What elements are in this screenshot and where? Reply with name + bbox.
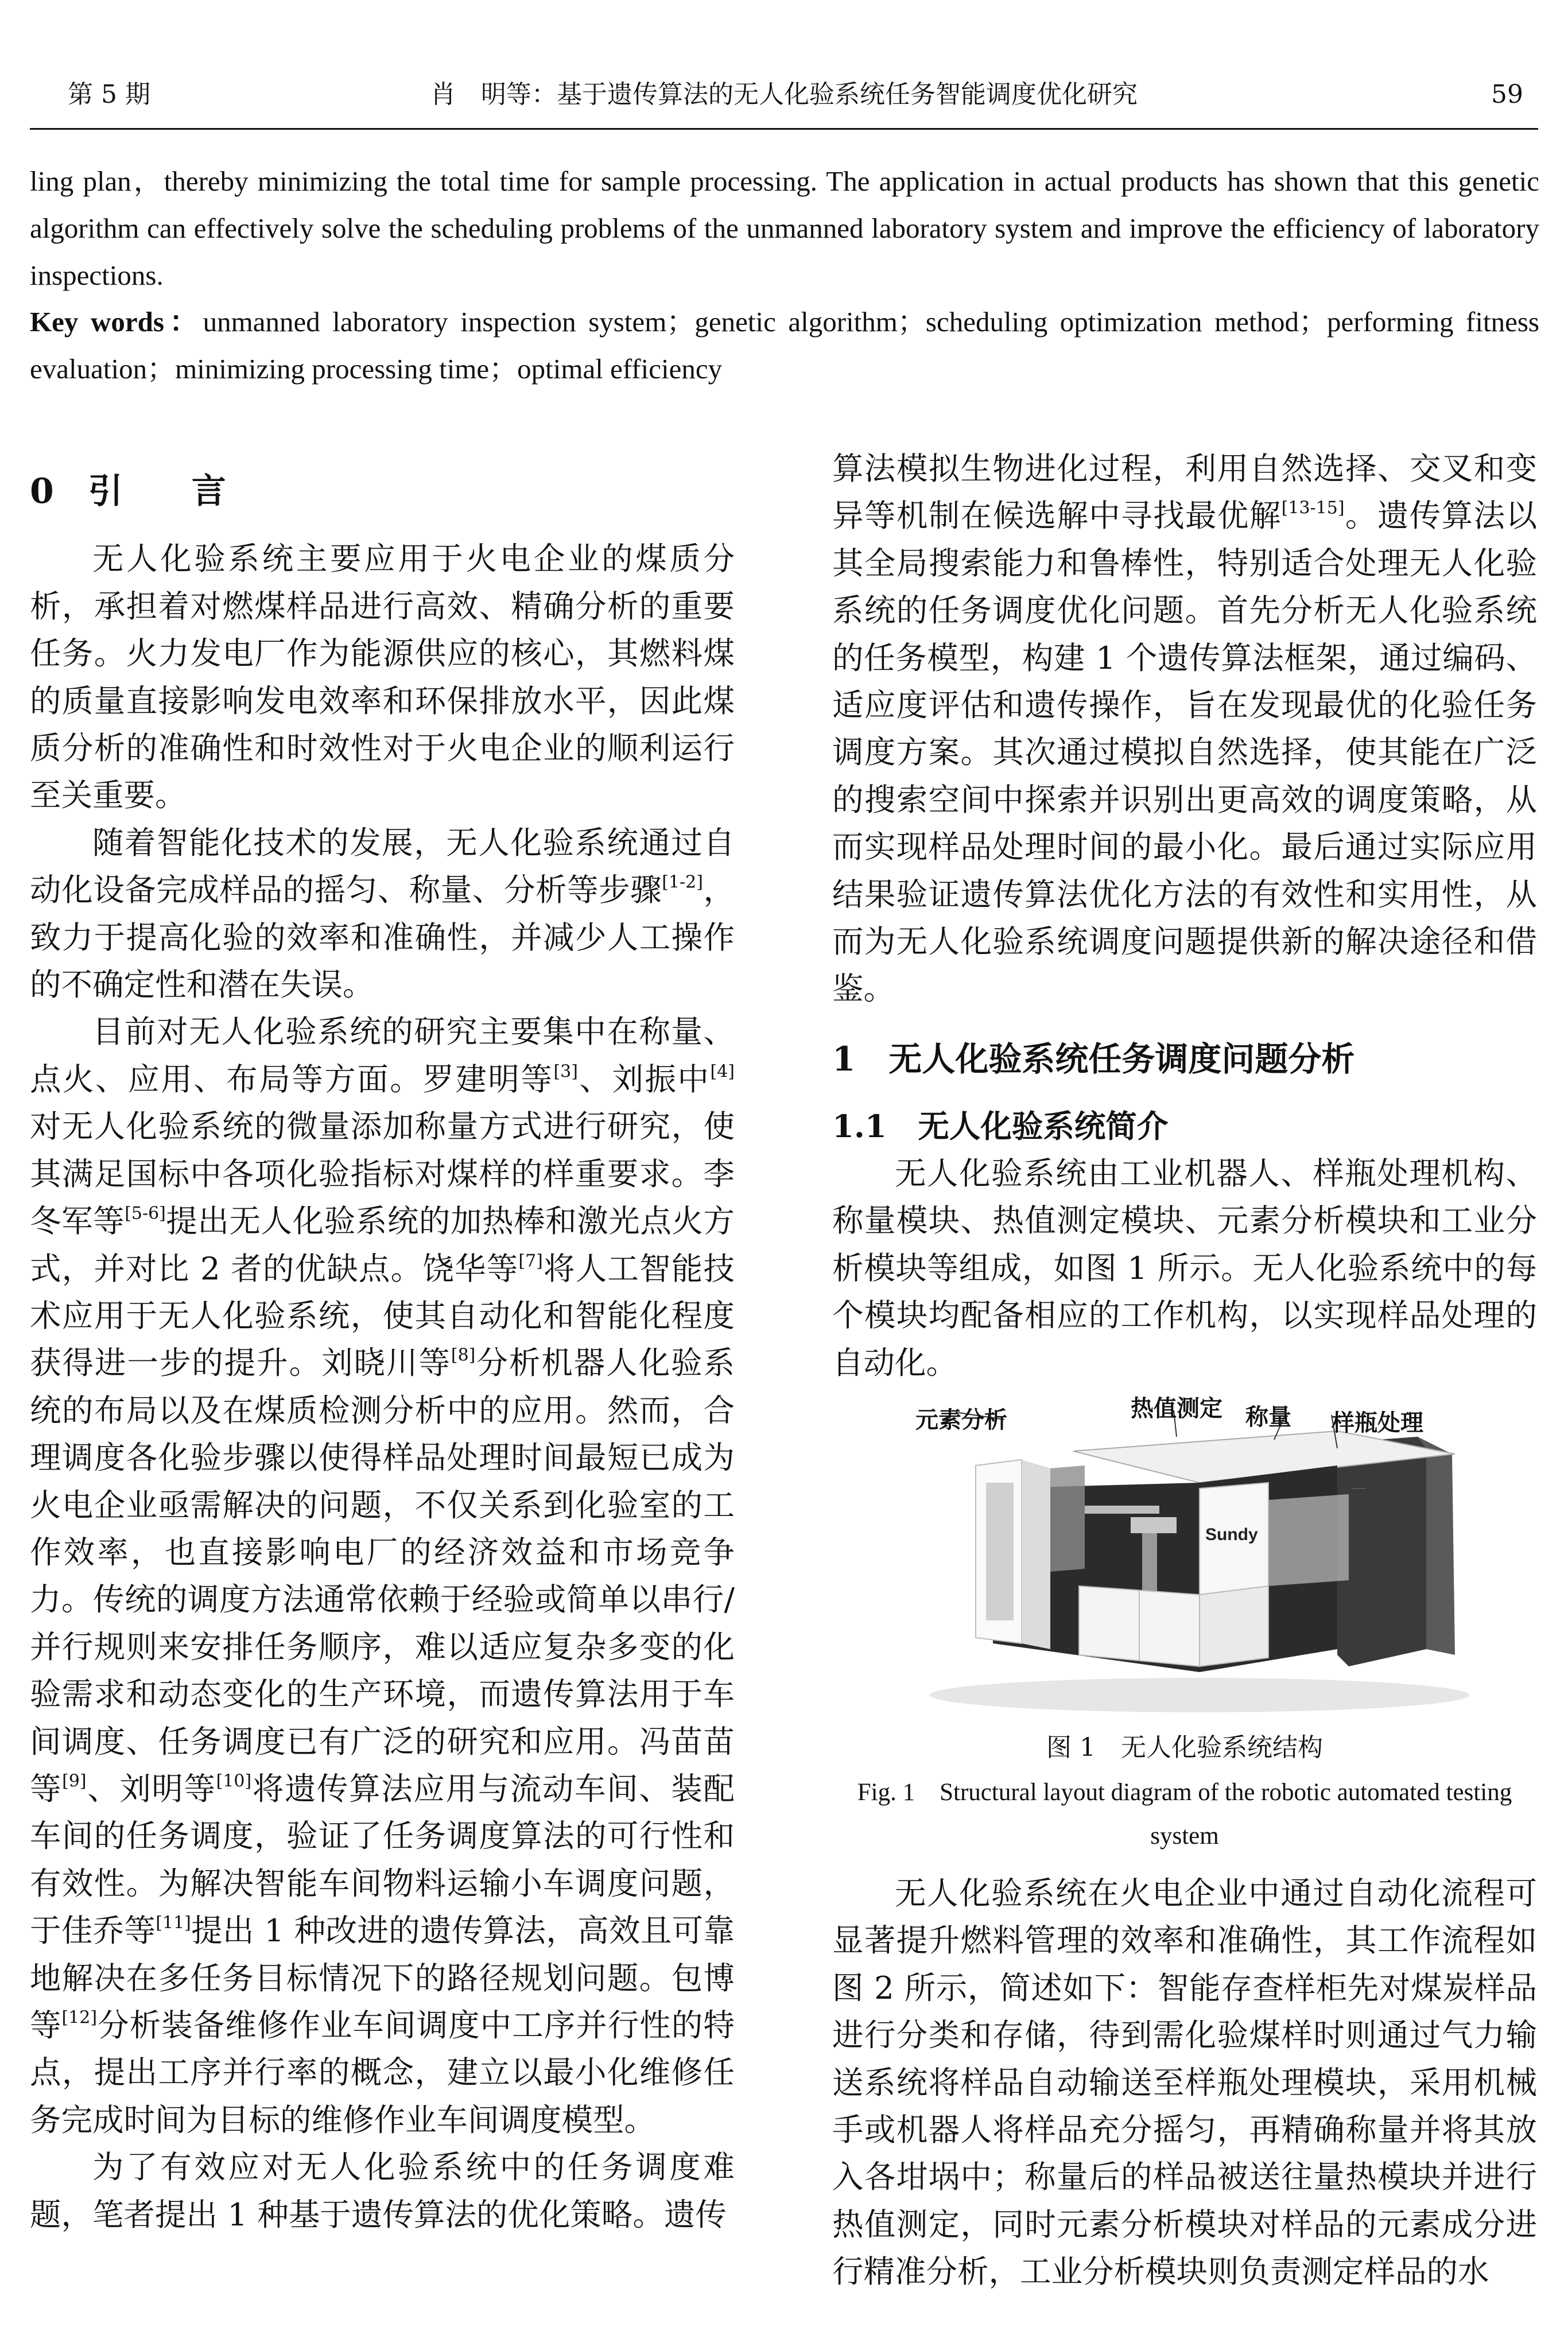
callout-bottle-processing: 样瓶处理 xyxy=(1332,1409,1423,1436)
header-issue: 第 5 期 xyxy=(68,80,150,109)
citation: [3] xyxy=(553,1061,578,1082)
figure-1-brand: Sundy xyxy=(1205,1525,1258,1544)
citation: [5-6] xyxy=(125,1203,166,1224)
citation: [7] xyxy=(518,1251,543,1271)
keywords xyxy=(30,298,1539,393)
section-1-heading: 1 无人化验系统任务调度问题分析 xyxy=(832,1039,1355,1079)
section-0-heading: 0 引 言 xyxy=(30,471,226,511)
citation: [8] xyxy=(451,1345,476,1366)
paragraph-intro-4: 为了有效应对无人化验系统中的任务调度难题，笔者提出 1 种基于遗传算法的优化策略。遗传 xyxy=(30,2149,735,2233)
column-right xyxy=(832,445,1537,2295)
paragraph-intro-1: 无人化验系统主要应用于火电企业的煤质分析，承担着对燃煤样品进行高效、精确分析的重要任务。火力发电厂作为能源供应的核心，其燃料煤的质量直接影响发电效率和环保排放水平，因此煤质分析的准确性和时效性对于火电企业的顺利运行至关重要。 xyxy=(30,540,735,814)
column-left xyxy=(30,436,735,2238)
keywords-label: Key words xyxy=(30,306,164,338)
keywords-text: unmanned laboratory inspection system；genetic algorithm；scheduling optimization method；performing fitness evaluation；minimizing processing time；optimal efficiency xyxy=(30,306,1539,385)
section-1-1-heading: 1.1 无人化验系统简介 xyxy=(832,1107,1169,1145)
figure-1-caption-cn: 图 1 无人化验系统结构 xyxy=(1046,1732,1323,1762)
figure-1-caption-en: Fig. 1 Structural layout diagram of the robotic automated testing system xyxy=(857,1778,1512,1849)
callout-heat-value: 热值测定 xyxy=(1131,1394,1222,1422)
paragraph-intro-2: 随着智能化技术的发展，无人化验系统通过自动化设备完成样品的摇匀、称量、分析等步骤[1-2]，致力于提高化验的效率和准确性，并减少人工操作的不确定性和潜在失误。 xyxy=(30,824,735,1003)
keywords-colon: ： xyxy=(164,306,203,338)
paragraph-intro-3: 目前对无人化验系统的研究主要集中在称量、点火、应用、布局等方面。罗建明等[3]、刘振中[4]对无人化验系统的微量添加称量方式进行研究，使其满足国标中各项化验指标对煤样的样重要求。李冬军等[5-6]提出无人化验系统的加热棒和激光点火方式，并对比 2 者的优缺点。饶华等[7]将人工智能技术应用于无人化验系统，使其自动化和智能化程度获得进一步的提升。刘晓川等[8]分析机器人化验系统的布局以及在煤质检测分析中的应用。然而，合理调度各化验步骤以使得样品处理时间最短已成为火电企业亟需解决的问题，不仅关系到化验室的工作效率，也直接影响电厂的经济效益和市场竞争力。传统的调度方法通常依赖于经验或简单以串行/并行规则来安排任务顺序，难以适应复杂多变的化验需求和动态变化的生产环境，而遗传算法用于车间调度、任务调度已有广泛的研究和应用。冯苗苗等[9]、刘明等[10]将遗传算法应用与流动车间、装配车间的任务调度，验证了任务调度算法的可行性和有效性。为解决智能车间物料运输小车调度问题，于佳乔等[11]提出 1 种改进的遗传算法，高效且可靠地解决在多任务目标情况下的路径规划问题。包博等[12]分析装备维修作业车间调度中工序并行性的特点，提出工序并行率的概念，建立以最小化维修任务完成时间为目标的维修作业车间调度模型。 xyxy=(30,1013,735,2138)
citation: [13-15] xyxy=(1281,498,1345,518)
citation: [1-2] xyxy=(662,872,703,893)
callout-weighing: 称量 xyxy=(1245,1403,1291,1430)
citation: [12] xyxy=(61,2007,98,2028)
citation: [9] xyxy=(62,1771,87,1792)
paragraph-intro-5: 算法模拟生物进化过程，利用自然选择、交叉和变异等机制在候选解中寻找最优解[13-15]。遗传算法以其全局搜索能力和鲁棒性，特别适合处理无人化验系统的任务调度优化问题。首先分析无人化验系统的任务模型，构建 1 个遗传算法框架，通过编码、适应度评估和遗传操作，旨在发现最优的化验任务调度方案。其次通过模拟自然选择，使其能在广泛的搜索空间中探索并识别出更高效的调度策略，从而实现样品处理时间的最小化。最后通过实际应用结果验证遗传算法优化方法的有效性和实用性，从而为无人化验系统调度问题提供新的解决途径和借鉴。 xyxy=(832,450,1537,1007)
figure-1-illustration xyxy=(832,1397,1537,1718)
paragraph-1-1-a: 无人化验系统由工业机器人、样瓶处理机构、称量模块、热值测定模块、元素分析模块和工业分析模块等组成，如图 1 所示。无人化验系统中的每个模块均配备相应的工作机构，以实现样品处理的自动化。 xyxy=(832,1154,1537,1381)
header-rule xyxy=(30,128,1538,130)
citation: [11] xyxy=(156,1913,191,1933)
header-title: 肖 明等：基于遗传算法的无人化验系统任务智能调度优化研究 xyxy=(430,80,1138,109)
figure-1 xyxy=(832,1394,1537,1718)
paragraph-1-1-b: 无人化验系统在火电企业中通过自动化流程可显著提升燃料管理的效率和准确性，其工作流程如图 2 所示，简述如下：智能存查样柜先对煤炭样品进行分类和存储，待到需化验煤样时则通过气力输送系统将样品自动输送至样瓶处理模块，采用机械手或机器人将样品充分摇匀，再精确称量并将其放入各坩埚中；称量后的样品被送往量热模块并进行热值测定，同时元素分析模块对样品的元素成分进行精准分析，工业分析模块则负责测定样品的水 xyxy=(832,1874,1537,2290)
header-page-number: 59 xyxy=(1491,80,1523,109)
citation: [4] xyxy=(710,1061,735,1082)
callout-element-analysis: 元素分析 xyxy=(915,1406,1007,1433)
abstract-tail: ling plan，thereby minimizing the total time for sample processing. The application in actual products has shown that this genetic algorithm can effectively solve the scheduling problems of the unmanned laboratory system and improve the efficiency of laboratory inspections. xyxy=(30,165,1539,291)
citation: [10] xyxy=(216,1771,252,1792)
